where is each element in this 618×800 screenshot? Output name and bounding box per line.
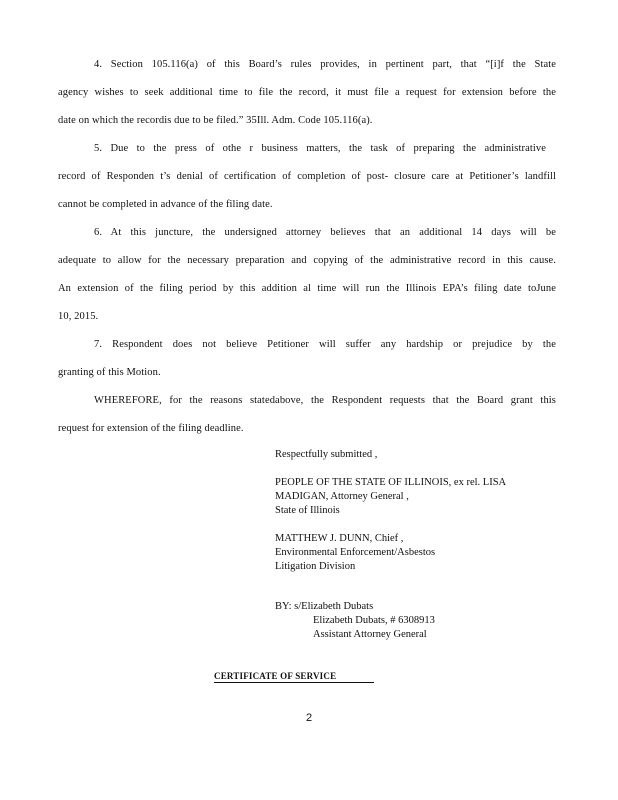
paragraph-7-line-1: 7. Respondent does not believe Petitioner will suffer any hardship or prejudice by the bbox=[94, 339, 556, 350]
signer-name-line: Elizabeth Dubats, # 6308913 bbox=[313, 615, 435, 626]
paragraph-7-line-2: granting of this Motion. bbox=[58, 367, 161, 378]
wherefore-line-1: WHEREFORE, for the reasons statedabove, the Respondent requests that the Board grant this bbox=[94, 395, 556, 406]
paragraph-6-line-1: 6. At this juncture, the undersigned attorney believes that an additional 14 days will be bbox=[94, 227, 556, 238]
paragraph-6-line-3: An extension of the filing period by this addition al time will run the Illinois EPA’s filing date toJune bbox=[58, 283, 556, 294]
signer-title-line: Assistant Attorney General bbox=[313, 629, 427, 640]
division-line-3: Litigation Division bbox=[275, 561, 356, 572]
wherefore-line-2: request for extension of the filing deadline. bbox=[58, 423, 244, 434]
paragraph-4-line-1: 4. Section 105.116(a) of this Board’s rules provides, in pertinent part, that “[i]f the State bbox=[94, 59, 556, 70]
certificate-of-service-heading: CERTIFICATE OF SERVICE bbox=[214, 670, 374, 683]
paragraph-5-line-1: 5. Due to the press of othe r business matters, the task of preparing the administrative bbox=[94, 143, 546, 154]
party-line-2: MADIGAN, Attorney General , bbox=[275, 491, 409, 502]
party-line-1: PEOPLE OF THE STATE OF ILLINOIS, ex rel. LISA bbox=[275, 477, 507, 488]
closing-line: Respectfully submitted , bbox=[275, 449, 378, 460]
paragraph-4-line-2: agency wishes to seek additional time to file the record, it must file a request for extension before the bbox=[58, 87, 556, 98]
paragraph-4-line-3: date on which the recordis due to be filed.” 35Ill. Adm. Code 105.116(a). bbox=[58, 115, 373, 126]
signature-by-line: BY: s/Elizabeth Dubats bbox=[275, 601, 374, 612]
paragraph-6-line-4: 10, 2015. bbox=[58, 311, 99, 322]
party-line-3: State of Illinois bbox=[275, 505, 340, 516]
division-line-1: MATTHEW J. DUNN, Chief , bbox=[275, 533, 404, 544]
paragraph-6-line-2: adequate to allow for the necessary preparation and copying of the administrative record in this cause. bbox=[58, 255, 556, 266]
page-number: 2 bbox=[305, 712, 313, 724]
division-line-2: Environmental Enforcement/Asbestos bbox=[275, 547, 436, 558]
paragraph-5-line-3: cannot be completed in advance of the filing date. bbox=[58, 199, 273, 210]
paragraph-5-line-2: record of Responden t’s denial of certification of completion of post- closure care at Petitioner’s landfill bbox=[58, 171, 556, 182]
